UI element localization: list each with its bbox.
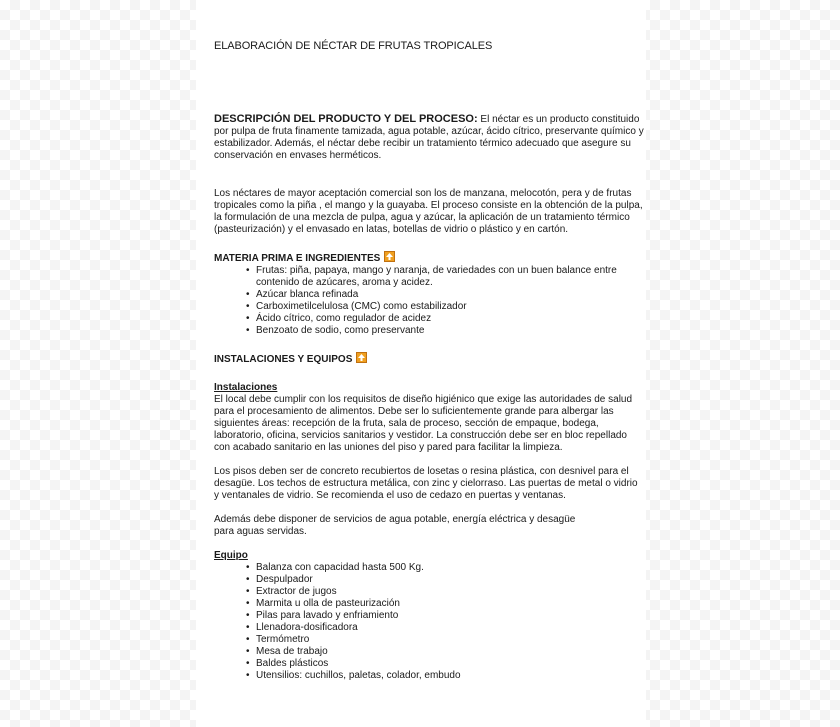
list-item: • Baldes plásticos [246,658,329,669]
list-item: • Frutas: piña, papaya, mango y naranja, de variedades con un buen balance entre contenido de azúcares, aroma y acidez. [246,265,617,288]
bullet: • [246,610,250,621]
list-item: • Extractor de jugos [246,586,337,597]
instalaciones-heading [214,353,644,366]
materia-prima-heading [214,252,644,265]
bullet: • [246,301,250,312]
materia-prima-list [214,265,644,337]
instalaciones-paragraph: El local debe cumplir con los requisitos de diseño higiénico que exige las autoridades de salud para el procesamiento de alimentos. Debe ser lo suficientemente grande para albergar las siguientes áreas: recepción de la fruta, sala de proceso, sección de empaque, bodega, laboratorio, oficina, servicios sanitarios y vestidor. La construcción debe ser en bloc repellado con acabado sanitario en las uniones del piso y pared para facilitar la limpieza. [214,394,633,453]
document-title: ELABORACIÓN DE NÉCTAR DE FRUTAS TROPICALES [214,40,493,52]
document-page [196,0,646,727]
bullet: • [246,562,250,573]
bullet: • [246,646,250,657]
materia-prima-heading-text: MATERIA PRIMA E INGREDIENTES [214,252,381,264]
list-item: • Balanza con capacidad hasta 500 Kg. [246,562,424,573]
list-item: • Carboximetilcelulosa (CMC) como estabilizador [246,301,467,312]
list-item: • Benzoato de sodio, como preservante [246,325,425,336]
bullet: • [246,598,250,609]
list-item: • Despulpador [246,574,313,585]
servicios-paragraph [214,514,644,538]
servicios-line-1: Además debe disponer de servicios de agua potable, energía eléctrica y desagüe [214,514,576,525]
arrow-up-icon[interactable] [356,352,367,363]
list-item: • Llenadora-dosificadora [246,622,358,633]
description-heading: DESCRIPCIÓN DEL PRODUCTO Y DEL PROCESO: [214,113,478,125]
bullet: • [246,289,250,300]
bullet: • [246,325,250,336]
instalaciones-heading-text: INSTALACIONES Y EQUIPOS [214,353,353,365]
document-content [214,40,644,682]
list-item: • Termómetro [246,634,310,645]
list-item: • Mesa de trabajo [246,646,328,657]
pisos-paragraph: Los pisos deben ser de concreto recubiertos de losetas o resina plástica, con desnivel para el desagüe. Los techos de estructura metálica, con zinc y cielorraso. Las puertas de metal o vidrio y ventanales de vidrio. Se recomienda el uso de cedazo en puertas y ventanas. [214,466,638,501]
instalaciones-subtitle: Instalaciones [214,382,278,393]
equipo-subtitle: Equipo [214,550,248,561]
list-item: • Azúcar blanca refinada [246,289,359,300]
process-paragraph: Los néctares de mayor aceptación comercial son los de manzana, melocotón, pera y de frutas tropicales como la piña , el mango y la guayaba. El proceso consiste en la obtención de la pulpa, la formulación de una mezcla de pulpa, agua y azúcar, la aplicación de un tratamiento térmico (pasteurización) y el envasado en latas, botellas de vidrio o plástico y en cartón. [214,188,643,235]
bullet: • [246,670,250,681]
description-paragraph [214,113,644,162]
list-item: • Marmita u olla de pasteurización [246,598,400,609]
description-text: El néctar es un producto constituido por pulpa de fruta finamente tamizada, agua potable, azúcar, ácido cítrico, preservante químico y estabilizador. Además, el néctar debe recibir un tratamiento térmico adecuado que asegure su conservación en envases herméticos. [214,114,644,161]
bullet: • [246,658,250,669]
bullet: • [246,634,250,645]
list-item: • Utensilios: cuchillos, paletas, colador, embudo [246,670,461,681]
servicios-line-2: para aguas servidas. [214,526,307,537]
bullet: • [246,586,250,597]
bullet: • [246,574,250,585]
arrow-up-icon[interactable] [384,251,395,262]
equipo-list [214,562,644,682]
bullet: • [246,265,250,276]
list-item: • Pilas para lavado y enfriamiento [246,610,399,621]
list-item: • Ácido cítrico, como regulador de acidez [246,313,432,324]
bullet: • [246,622,250,633]
bullet: • [246,313,250,324]
